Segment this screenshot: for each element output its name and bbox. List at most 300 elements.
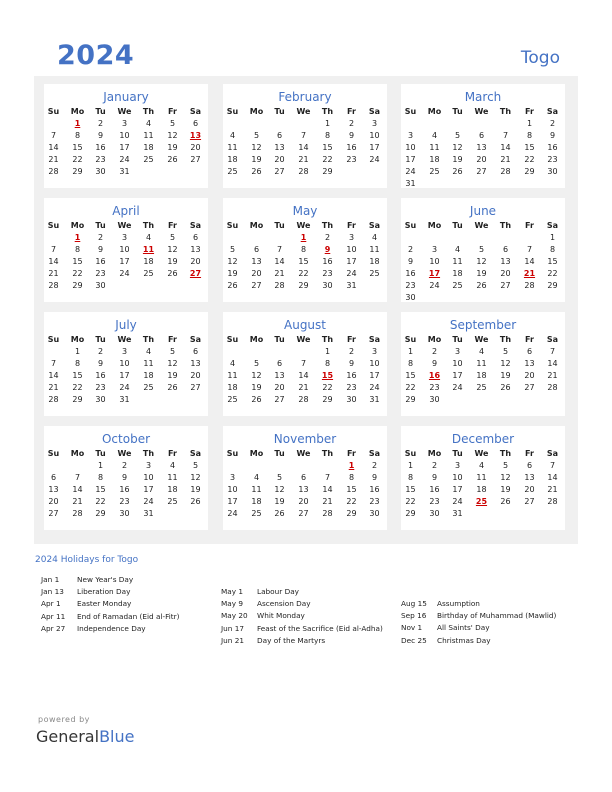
day-cell: 19 bbox=[251, 383, 262, 392]
day-cell: 16 bbox=[95, 257, 106, 266]
day-cell: 21 bbox=[547, 371, 558, 380]
day-cell: 28 bbox=[298, 167, 309, 176]
day-cell: 1 bbox=[74, 347, 81, 356]
day-cell: 29 bbox=[72, 167, 83, 176]
day-cell: 28 bbox=[72, 509, 83, 518]
weekday-header: Th bbox=[499, 335, 512, 344]
weekday-header: Mo bbox=[249, 107, 264, 116]
day-cell: 15 bbox=[298, 257, 309, 266]
weekday-header: Fr bbox=[347, 221, 356, 230]
weekday-header: We bbox=[296, 449, 311, 458]
day-cell: 22 bbox=[322, 383, 333, 392]
day-cell: 23 bbox=[119, 497, 130, 506]
weekday-header: Mo bbox=[249, 335, 264, 344]
weekday-header: Tu bbox=[95, 335, 106, 344]
powered-by-text: powered by bbox=[38, 715, 90, 724]
day-cell: 12 bbox=[190, 473, 201, 482]
weekday-header: Su bbox=[47, 335, 60, 344]
weekday-header: We bbox=[296, 107, 311, 116]
day-cell: 26 bbox=[190, 497, 201, 506]
day-cell: 27 bbox=[524, 383, 535, 392]
day-cell: 2 bbox=[121, 461, 128, 470]
weekday-header: Tu bbox=[274, 107, 285, 116]
day-cell: 19 bbox=[500, 371, 511, 380]
day-cell: 17 bbox=[369, 143, 380, 152]
holiday-name: End of Ramadan (Eid al-Fitr) bbox=[77, 611, 180, 621]
day-cell: 18 bbox=[143, 371, 154, 380]
day-cell: 29 bbox=[524, 167, 535, 176]
day-cell: 8 bbox=[348, 473, 355, 482]
day-cell: 24 bbox=[369, 155, 380, 164]
day-cell: 30 bbox=[119, 509, 130, 518]
day-cell: 6 bbox=[526, 461, 533, 470]
day-cell: 9 bbox=[97, 131, 104, 140]
day-cell: 4 bbox=[431, 131, 438, 140]
weekday-header: Sa bbox=[189, 107, 202, 116]
day-cell: 2 bbox=[371, 461, 378, 470]
day-cell: 10 bbox=[346, 245, 357, 254]
weekday-header: Tu bbox=[452, 221, 463, 230]
day-cell: 29 bbox=[405, 395, 416, 404]
weekday-header: Su bbox=[404, 449, 417, 458]
holiday-day: 15 bbox=[321, 371, 334, 380]
day-cell: 3 bbox=[454, 461, 461, 470]
day-cell: 4 bbox=[145, 233, 152, 242]
day-cell: 13 bbox=[524, 473, 535, 482]
holiday-day: 1 bbox=[348, 461, 355, 470]
weekday-header: Fr bbox=[347, 449, 356, 458]
weekday-header: Su bbox=[226, 107, 239, 116]
weekday-header: We bbox=[117, 107, 132, 116]
day-cell: 27 bbox=[48, 509, 59, 518]
weekday-header: Fr bbox=[525, 449, 534, 458]
month-july bbox=[44, 312, 208, 416]
day-cell: 5 bbox=[169, 119, 176, 128]
month-name: April bbox=[112, 204, 140, 218]
day-cell: 22 bbox=[72, 383, 83, 392]
weekday-header: We bbox=[474, 221, 489, 230]
day-cell: 11 bbox=[369, 245, 380, 254]
weekday-header: Sa bbox=[368, 221, 381, 230]
day-cell: 4 bbox=[229, 359, 236, 368]
holiday-day: 1 bbox=[74, 233, 81, 242]
day-cell: 24 bbox=[429, 281, 440, 290]
day-cell: 10 bbox=[119, 245, 130, 254]
day-cell: 23 bbox=[369, 497, 380, 506]
weekday-header: Th bbox=[142, 449, 155, 458]
weekday-header: Fr bbox=[168, 449, 177, 458]
day-cell: 5 bbox=[276, 473, 283, 482]
day-cell: 3 bbox=[145, 461, 152, 470]
day-cell: 27 bbox=[274, 167, 285, 176]
day-cell: 5 bbox=[229, 245, 236, 254]
day-cell: 23 bbox=[95, 383, 106, 392]
day-cell: 3 bbox=[121, 347, 128, 356]
day-cell: 7 bbox=[526, 245, 533, 254]
day-cell: 23 bbox=[405, 281, 416, 290]
day-cell: 3 bbox=[407, 131, 414, 140]
day-cell: 31 bbox=[119, 167, 130, 176]
month-name: October bbox=[101, 432, 151, 446]
day-cell: 12 bbox=[274, 485, 285, 494]
day-cell: 7 bbox=[276, 245, 283, 254]
day-cell: 28 bbox=[524, 281, 535, 290]
weekday-header: Tu bbox=[452, 449, 463, 458]
day-cell: 22 bbox=[547, 269, 558, 278]
day-cell: 3 bbox=[454, 347, 461, 356]
day-cell: 8 bbox=[324, 131, 331, 140]
day-cell: 16 bbox=[369, 485, 380, 494]
weekday-header: Sa bbox=[368, 335, 381, 344]
day-cell: 8 bbox=[526, 131, 533, 140]
day-cell: 20 bbox=[190, 143, 201, 152]
day-cell: 19 bbox=[274, 497, 285, 506]
day-cell: 1 bbox=[549, 233, 556, 242]
day-cell: 24 bbox=[452, 497, 463, 506]
day-cell: 28 bbox=[547, 497, 558, 506]
day-cell: 20 bbox=[524, 485, 535, 494]
day-cell: 22 bbox=[346, 497, 357, 506]
day-cell: 25 bbox=[429, 167, 440, 176]
weekday-header: Tu bbox=[274, 449, 285, 458]
weekday-header: Th bbox=[321, 449, 334, 458]
day-cell: 25 bbox=[452, 281, 463, 290]
weekday-header: Sa bbox=[368, 107, 381, 116]
day-cell: 14 bbox=[48, 371, 59, 380]
day-cell: 18 bbox=[143, 257, 154, 266]
day-cell: 19 bbox=[500, 485, 511, 494]
day-cell: 5 bbox=[502, 461, 509, 470]
day-cell: 1 bbox=[97, 461, 104, 470]
day-cell: 28 bbox=[322, 509, 333, 518]
day-cell: 12 bbox=[452, 143, 463, 152]
day-cell: 4 bbox=[253, 473, 260, 482]
day-cell: 26 bbox=[167, 155, 178, 164]
day-cell: 5 bbox=[169, 233, 176, 242]
day-cell: 30 bbox=[322, 281, 333, 290]
day-cell: 13 bbox=[251, 257, 262, 266]
weekday-header: Fr bbox=[168, 335, 177, 344]
day-cell: 7 bbox=[502, 131, 509, 140]
holiday-date: Dec 25 bbox=[401, 635, 427, 645]
day-cell: 1 bbox=[324, 119, 331, 128]
day-cell: 20 bbox=[190, 371, 201, 380]
day-cell: 2 bbox=[324, 233, 331, 242]
day-cell: 24 bbox=[369, 383, 380, 392]
day-cell: 10 bbox=[143, 473, 154, 482]
holiday-name: New Year's Day bbox=[77, 575, 134, 584]
day-cell: 2 bbox=[407, 245, 414, 254]
holiday-date: May 20 bbox=[221, 611, 248, 621]
day-cell: 8 bbox=[300, 245, 307, 254]
weekday-header: Su bbox=[47, 221, 60, 230]
weekday-header: Tu bbox=[452, 107, 463, 116]
month-february bbox=[223, 84, 387, 188]
day-cell: 3 bbox=[371, 119, 378, 128]
day-cell: 20 bbox=[476, 155, 487, 164]
day-cell: 18 bbox=[227, 383, 238, 392]
holiday-name: Christmas Day bbox=[437, 635, 491, 645]
day-cell: 2 bbox=[97, 347, 104, 356]
day-cell: 10 bbox=[369, 359, 380, 368]
day-cell: 22 bbox=[524, 155, 535, 164]
day-cell: 12 bbox=[500, 359, 511, 368]
month-october bbox=[44, 426, 208, 530]
holiday-date: Apr 1 bbox=[41, 599, 61, 609]
day-cell: 5 bbox=[502, 347, 509, 356]
day-cell: 28 bbox=[274, 281, 285, 290]
day-cell: 25 bbox=[143, 383, 154, 392]
day-cell: 25 bbox=[143, 155, 154, 164]
month-name: June bbox=[469, 204, 497, 218]
holiday-name: Birthday of Muhammad (Mawlid) bbox=[437, 611, 557, 621]
day-cell: 2 bbox=[348, 347, 355, 356]
day-cell: 14 bbox=[72, 485, 83, 494]
day-cell: 5 bbox=[192, 461, 199, 470]
weekday-header: Tu bbox=[95, 449, 106, 458]
day-cell: 17 bbox=[143, 485, 154, 494]
day-cell: 2 bbox=[97, 119, 104, 128]
weekday-header: Mo bbox=[427, 107, 442, 116]
day-cell: 15 bbox=[524, 143, 535, 152]
weekday-header: Su bbox=[404, 335, 417, 344]
day-cell: 6 bbox=[502, 245, 509, 254]
day-cell: 31 bbox=[452, 509, 463, 518]
day-cell: 21 bbox=[298, 383, 309, 392]
day-cell: 21 bbox=[500, 155, 511, 164]
day-cell: 2 bbox=[549, 119, 556, 128]
day-cell: 11 bbox=[227, 143, 238, 152]
weekday-header: Fr bbox=[347, 107, 356, 116]
day-cell: 23 bbox=[346, 383, 357, 392]
day-cell: 27 bbox=[476, 167, 487, 176]
month-name: May bbox=[292, 204, 318, 218]
weekday-header: We bbox=[117, 449, 132, 458]
day-cell: 24 bbox=[119, 155, 130, 164]
day-cell: 6 bbox=[50, 473, 57, 482]
day-cell: 10 bbox=[452, 359, 463, 368]
day-cell: 10 bbox=[429, 257, 440, 266]
day-cell: 14 bbox=[48, 257, 59, 266]
day-cell: 22 bbox=[95, 497, 106, 506]
holiday-date: May 1 bbox=[221, 587, 244, 596]
day-cell: 28 bbox=[547, 383, 558, 392]
day-cell: 25 bbox=[167, 497, 178, 506]
day-cell: 24 bbox=[346, 269, 357, 278]
holiday-day: 25 bbox=[475, 497, 488, 506]
day-cell: 3 bbox=[371, 347, 378, 356]
day-cell: 15 bbox=[72, 257, 83, 266]
day-cell: 26 bbox=[227, 281, 238, 290]
day-cell: 23 bbox=[429, 383, 440, 392]
day-cell: 15 bbox=[405, 371, 416, 380]
day-cell: 16 bbox=[547, 143, 558, 152]
day-cell: 8 bbox=[74, 131, 81, 140]
day-cell: 29 bbox=[547, 281, 558, 290]
day-cell: 31 bbox=[119, 395, 130, 404]
day-cell: 14 bbox=[524, 257, 535, 266]
day-cell: 13 bbox=[190, 359, 201, 368]
day-cell: 4 bbox=[145, 347, 152, 356]
weekday-header: Th bbox=[499, 221, 512, 230]
weekday-header: We bbox=[117, 221, 132, 230]
day-cell: 22 bbox=[72, 155, 83, 164]
day-cell: 5 bbox=[454, 131, 461, 140]
day-cell: 13 bbox=[524, 359, 535, 368]
day-cell: 19 bbox=[476, 269, 487, 278]
weekday-header: Sa bbox=[546, 335, 559, 344]
weekday-header: Tu bbox=[274, 335, 285, 344]
day-cell: 14 bbox=[547, 473, 558, 482]
day-cell: 17 bbox=[405, 155, 416, 164]
holiday-name: Independence Day bbox=[77, 623, 146, 633]
day-cell: 16 bbox=[346, 371, 357, 380]
day-cell: 29 bbox=[405, 509, 416, 518]
day-cell: 28 bbox=[48, 281, 59, 290]
day-cell: 22 bbox=[322, 155, 333, 164]
day-cell: 28 bbox=[48, 395, 59, 404]
day-cell: 6 bbox=[276, 131, 283, 140]
weekday-header: Mo bbox=[427, 221, 442, 230]
day-cell: 11 bbox=[251, 485, 262, 494]
day-cell: 30 bbox=[346, 395, 357, 404]
weekday-header: We bbox=[474, 107, 489, 116]
weekday-header: We bbox=[296, 221, 311, 230]
holiday-name: Feast of the Sacrifice (Eid al-Adha) bbox=[257, 623, 383, 633]
day-cell: 15 bbox=[547, 257, 558, 266]
day-cell: 2 bbox=[348, 119, 355, 128]
day-cell: 23 bbox=[547, 155, 558, 164]
day-cell: 16 bbox=[119, 485, 130, 494]
brand-blue: Blue bbox=[99, 727, 135, 746]
day-cell: 9 bbox=[431, 359, 438, 368]
weekday-header: Sa bbox=[189, 221, 202, 230]
weekday-header: Fr bbox=[168, 221, 177, 230]
day-cell: 17 bbox=[119, 371, 130, 380]
day-cell: 31 bbox=[143, 509, 154, 518]
weekday-header: Tu bbox=[95, 107, 106, 116]
holiday-day: 1 bbox=[74, 119, 81, 128]
day-cell: 17 bbox=[119, 143, 130, 152]
day-cell: 20 bbox=[524, 371, 535, 380]
day-cell: 18 bbox=[167, 485, 178, 494]
day-cell: 11 bbox=[429, 143, 440, 152]
weekday-header: Fr bbox=[525, 335, 534, 344]
day-cell: 6 bbox=[192, 233, 199, 242]
holiday-day: 21 bbox=[523, 269, 536, 278]
day-cell: 4 bbox=[478, 347, 485, 356]
holiday-name: Whit Monday bbox=[257, 611, 305, 621]
day-cell: 17 bbox=[119, 257, 130, 266]
day-cell: 9 bbox=[549, 131, 556, 140]
holiday-date: Jan 13 bbox=[41, 587, 64, 597]
day-cell: 6 bbox=[526, 347, 533, 356]
day-cell: 11 bbox=[143, 131, 154, 140]
holiday-day: 11 bbox=[142, 245, 155, 254]
day-cell: 2 bbox=[431, 347, 438, 356]
day-cell: 18 bbox=[369, 257, 380, 266]
holiday-day: 1 bbox=[300, 233, 307, 242]
day-cell: 9 bbox=[348, 131, 355, 140]
day-cell: 23 bbox=[95, 155, 106, 164]
country-title: Togo bbox=[520, 48, 560, 68]
day-cell: 21 bbox=[322, 497, 333, 506]
holiday-name: Liberation Day bbox=[77, 587, 131, 597]
day-cell: 19 bbox=[167, 143, 178, 152]
day-cell: 25 bbox=[251, 509, 262, 518]
holiday-date: Aug 15 bbox=[401, 599, 427, 608]
weekday-header: Mo bbox=[249, 449, 264, 458]
day-cell: 15 bbox=[405, 485, 416, 494]
day-cell: 15 bbox=[72, 371, 83, 380]
day-cell: 18 bbox=[429, 155, 440, 164]
day-cell: 20 bbox=[274, 383, 285, 392]
weekday-header: Fr bbox=[525, 107, 534, 116]
month-december bbox=[401, 426, 565, 530]
day-cell: 27 bbox=[298, 509, 309, 518]
day-cell: 24 bbox=[452, 383, 463, 392]
weekday-header: Fr bbox=[347, 335, 356, 344]
day-cell: 7 bbox=[50, 245, 57, 254]
month-november bbox=[223, 426, 387, 530]
day-cell: 21 bbox=[48, 269, 59, 278]
day-cell: 12 bbox=[167, 131, 178, 140]
day-cell: 9 bbox=[431, 473, 438, 482]
month-may bbox=[223, 198, 387, 302]
weekday-header: Mo bbox=[427, 449, 442, 458]
weekday-header: Mo bbox=[249, 221, 264, 230]
day-cell: 17 bbox=[452, 371, 463, 380]
day-cell: 14 bbox=[322, 485, 333, 494]
day-cell: 11 bbox=[143, 359, 154, 368]
day-cell: 30 bbox=[429, 509, 440, 518]
weekday-header: Sa bbox=[189, 449, 202, 458]
day-cell: 19 bbox=[190, 485, 201, 494]
day-cell: 7 bbox=[74, 473, 81, 482]
day-cell: 7 bbox=[549, 347, 556, 356]
day-cell: 25 bbox=[369, 269, 380, 278]
weekday-header: Tu bbox=[452, 335, 463, 344]
day-cell: 21 bbox=[48, 383, 59, 392]
day-cell: 10 bbox=[369, 131, 380, 140]
day-cell: 29 bbox=[322, 167, 333, 176]
day-cell: 23 bbox=[346, 155, 357, 164]
day-cell: 5 bbox=[478, 245, 485, 254]
day-cell: 18 bbox=[476, 485, 487, 494]
day-cell: 29 bbox=[95, 509, 106, 518]
day-cell: 24 bbox=[119, 269, 130, 278]
holiday-day: 27 bbox=[189, 269, 202, 278]
brand-logo[interactable] bbox=[36, 727, 134, 746]
day-cell: 16 bbox=[346, 143, 357, 152]
day-cell: 12 bbox=[500, 473, 511, 482]
day-cell: 28 bbox=[48, 167, 59, 176]
day-cell: 24 bbox=[143, 497, 154, 506]
day-cell: 16 bbox=[429, 485, 440, 494]
day-cell: 9 bbox=[97, 245, 104, 254]
weekday-header: Sa bbox=[546, 107, 559, 116]
day-cell: 8 bbox=[407, 359, 414, 368]
weekday-header: Su bbox=[404, 107, 417, 116]
month-march bbox=[401, 84, 565, 188]
day-cell: 7 bbox=[50, 131, 57, 140]
day-cell: 8 bbox=[549, 245, 556, 254]
holiday-day: 17 bbox=[428, 269, 441, 278]
day-cell: 11 bbox=[476, 359, 487, 368]
day-cell: 20 bbox=[298, 497, 309, 506]
weekday-header: Sa bbox=[546, 449, 559, 458]
weekday-header: Su bbox=[226, 449, 239, 458]
